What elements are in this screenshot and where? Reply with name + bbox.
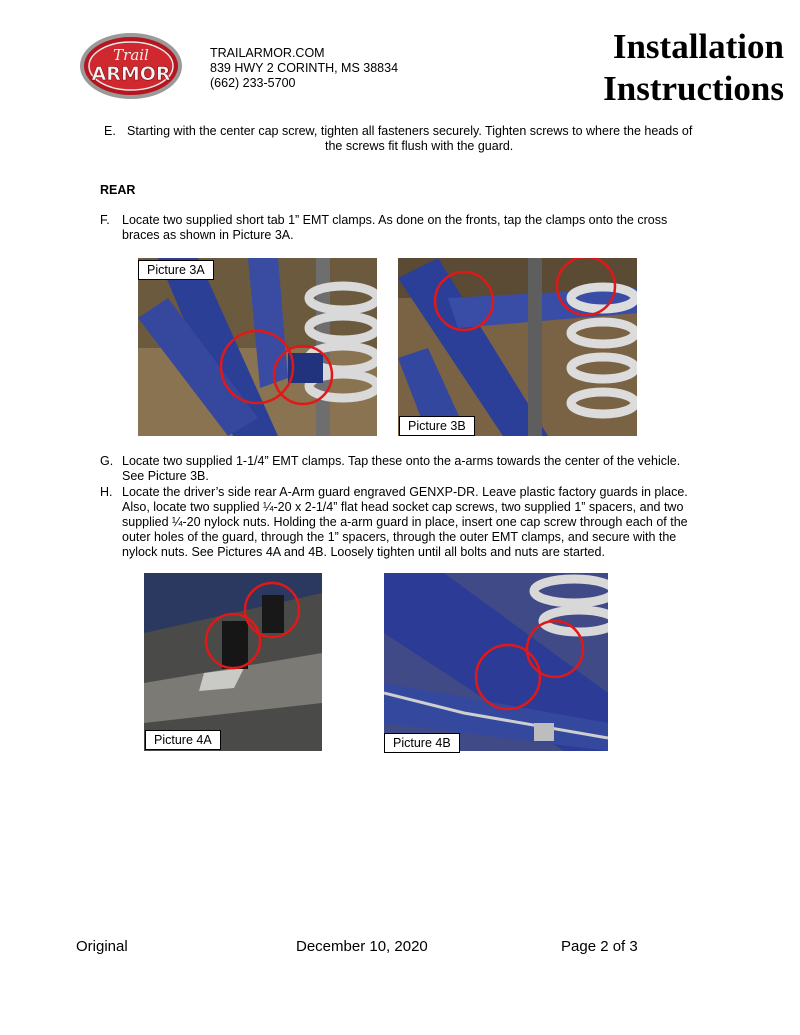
title-line-1: Installation bbox=[612, 27, 784, 66]
picture-3b-photo bbox=[398, 258, 637, 436]
footer-version: Original bbox=[76, 938, 128, 955]
step-h-line-2: Also, locate two supplied ¼-20 x 2-1/4” flat head socket cap screws, two supplied 1” spacers, and two bbox=[122, 500, 684, 514]
step-h-label: H. bbox=[100, 485, 113, 499]
step-f-line-2: braces as shown in Picture 3A. bbox=[122, 228, 294, 242]
logo-text-bottom: ARMOR bbox=[91, 63, 171, 85]
logo-text-top: Trail bbox=[113, 46, 149, 64]
section-heading-rear: REAR bbox=[100, 183, 136, 197]
step-f-label: F. bbox=[100, 213, 110, 227]
step-h-line-5: nylock nuts. See Pictures 4A and 4B. Loosely tighten until all bolts and nuts are started. bbox=[122, 545, 605, 559]
step-h-line-3: supplied ¼-20 nylock nuts. Holding the a-arm guard in place, insert one cap screw through each of the bbox=[122, 515, 688, 529]
step-h-line-4: outer holes of the guard, through the 1” spacers, through the outer EMT clamps, and secure with the bbox=[122, 530, 677, 544]
picture-4b-photo bbox=[384, 573, 608, 751]
company-phone: (662) 233-5700 bbox=[210, 76, 296, 90]
footer-date: December 10, 2020 bbox=[296, 938, 428, 955]
picture-4a-caption: Picture 4A bbox=[145, 730, 221, 750]
document-title bbox=[603, 26, 784, 110]
picture-4b-caption: Picture 4B bbox=[384, 733, 460, 753]
step-e-text bbox=[127, 124, 747, 154]
title-line-2: Instructions bbox=[603, 69, 784, 108]
picture-4a-photo bbox=[144, 573, 322, 751]
step-e-label: E. bbox=[104, 124, 116, 138]
company-info bbox=[210, 46, 398, 91]
step-g-line-2: See Picture 3B. bbox=[122, 469, 209, 483]
company-address: 839 HWY 2 CORINTH, MS 38834 bbox=[210, 61, 399, 75]
step-e-line-1: Starting with the center cap screw, tighten all fasteners securely. Tighten screws to where the heads of bbox=[127, 124, 693, 138]
picture-3b-caption: Picture 3B bbox=[399, 416, 475, 436]
step-f-line-1: Locate two supplied short tab 1” EMT clamps. As done on the fronts, tap the clamps onto the cross bbox=[122, 213, 668, 227]
company-website: TRAILARMOR.COM bbox=[210, 46, 325, 60]
step-e-line-2: the screws fit flush with the guard. bbox=[325, 139, 514, 153]
picture-3a-caption: Picture 3A bbox=[138, 260, 214, 280]
footer-page-number: Page 2 of 3 bbox=[561, 938, 638, 955]
step-g-line-1: Locate two supplied 1-1/4” EMT clamps. Tap these onto the a-arms towards the center of the vehicle. bbox=[122, 454, 681, 468]
step-g-label: G. bbox=[100, 454, 114, 468]
trail-armor-logo bbox=[78, 30, 184, 102]
step-h-line-1: Locate the driver’s side rear A-Arm guard engraved GENXP-DR. Leave plastic factory guards in place. bbox=[122, 485, 688, 499]
picture-3a-photo bbox=[138, 258, 377, 436]
